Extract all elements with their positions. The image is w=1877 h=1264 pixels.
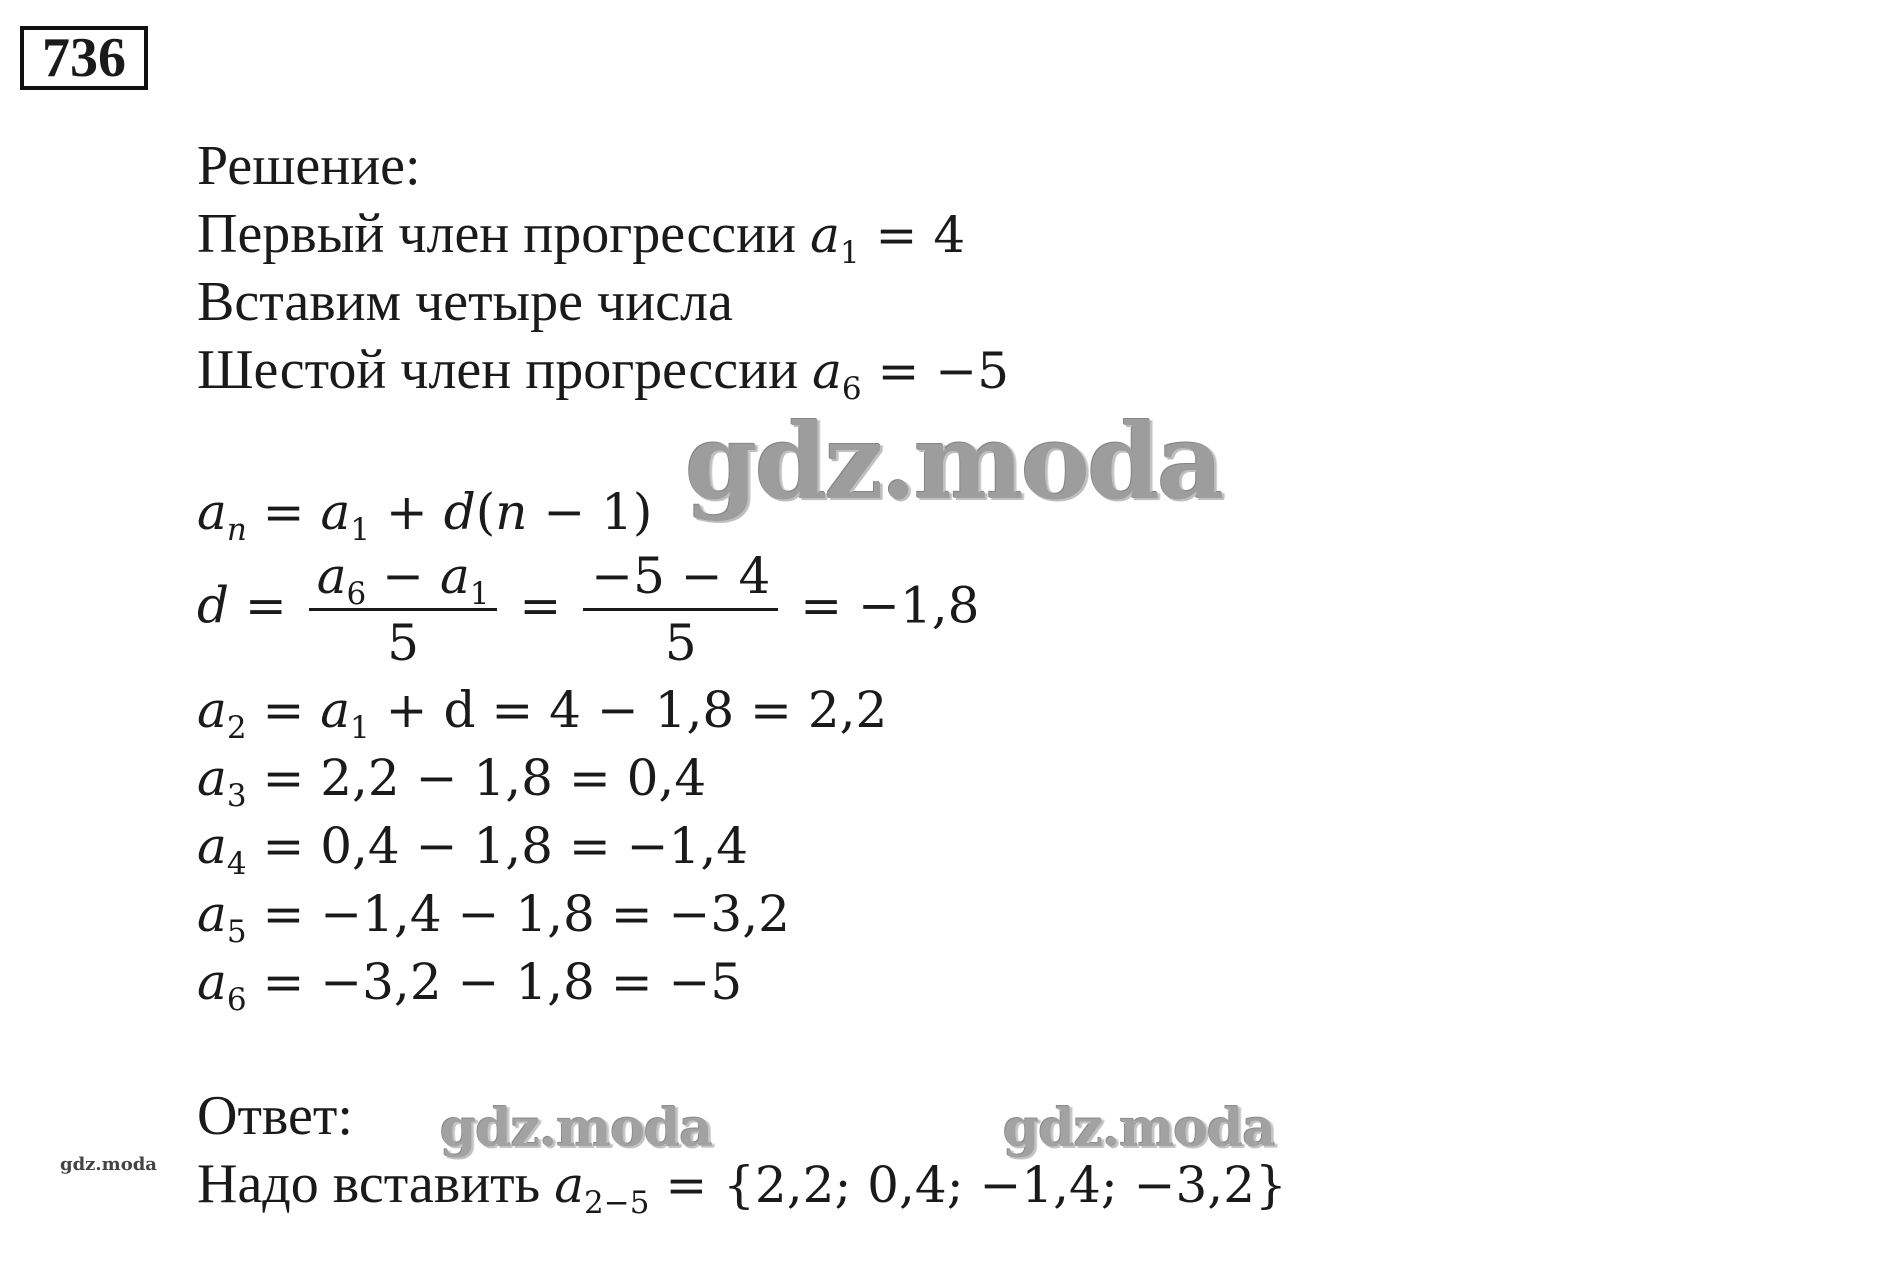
sixth-term-var: a	[812, 342, 842, 400]
first-term-text: Первый член прогрессии	[197, 203, 811, 265]
term-var: a	[197, 953, 227, 1011]
d-calculation	[197, 544, 979, 675]
first-term-line	[197, 202, 966, 271]
d-eq2: =	[503, 576, 578, 635]
answer-text: Надо вставить	[197, 1153, 555, 1215]
num-minus: −	[366, 547, 440, 605]
num-a6-sub: 6	[346, 575, 367, 612]
general-formula	[197, 480, 653, 548]
sixth-term-eq: = −5	[861, 342, 1010, 400]
formula-paren-rest: − 1)	[527, 483, 653, 541]
term-sub: 6	[226, 981, 247, 1018]
term-sub: 2	[226, 709, 247, 746]
first-term-var: a	[810, 206, 840, 264]
watermark-answer-left: gdz.moda	[440, 1098, 713, 1159]
term-a2	[197, 678, 888, 746]
term-expr: = 2,2 − 1,8 = 0,4	[246, 749, 707, 807]
formula-a1-var: a	[320, 483, 351, 541]
formula-eq: =	[246, 483, 321, 541]
term-var: a	[197, 681, 227, 739]
term-eq: =	[246, 681, 321, 739]
answer-line	[197, 1152, 1287, 1221]
term-expr: = −3,2 − 1,8 = −5	[246, 953, 743, 1011]
formula-paren-open: (	[475, 483, 496, 541]
formula-lhs-var: a	[197, 483, 227, 541]
watermark-small: gdz.moda	[60, 1154, 157, 1175]
sixth-term-line	[197, 338, 1010, 407]
sixth-term-text: Шестой член прогрессии	[197, 339, 813, 401]
fraction-numeric	[583, 544, 778, 675]
fraction-symbolic-numerator	[309, 544, 498, 612]
solution-label: Решение:	[197, 135, 421, 197]
formula-d: d	[443, 483, 476, 541]
problem-number: 736	[20, 26, 148, 90]
sixth-term-sub: 6	[841, 370, 862, 407]
term-expr: = 0,4 − 1,8 = −1,4	[246, 817, 749, 875]
formula-a1-sub: 1	[350, 511, 371, 548]
formula-n: n	[495, 483, 528, 541]
answer-var: a	[554, 1156, 585, 1214]
first-term-sub: 1	[839, 234, 860, 271]
term-sub: 3	[226, 777, 247, 814]
term-a5	[197, 882, 790, 950]
term-var: a	[197, 817, 227, 875]
answer-value: = {2,2; 0,4; −1,4; −3,2}	[649, 1156, 1287, 1214]
num-a6-var: a	[316, 547, 347, 605]
d-eq: =	[229, 576, 303, 635]
term-a6	[197, 950, 743, 1018]
watermark-main: gdz.moda	[685, 400, 1222, 523]
watermark-answer-right: gdz.moda	[1003, 1098, 1276, 1159]
d-result: = −1,8	[784, 576, 980, 635]
term-a3	[197, 746, 707, 814]
first-term-eq: = 4	[859, 206, 966, 264]
term-a4	[197, 814, 749, 882]
term-sub: 4	[226, 845, 247, 882]
num-a1-sub: 1	[469, 575, 490, 612]
formula-lhs-sub: n	[226, 511, 247, 548]
fraction-symbolic	[309, 544, 498, 675]
insert-line: Вставим четыре числа	[197, 271, 733, 333]
term-a1-var: a	[320, 681, 351, 739]
answer-label: Ответ:	[197, 1085, 353, 1147]
term-var: a	[197, 749, 227, 807]
fraction-numeric-denominator: 5	[583, 608, 778, 675]
term-sub: 5	[226, 913, 247, 950]
term-var: a	[197, 885, 227, 943]
term-a1-sub: 1	[350, 709, 370, 746]
term-tail: + d = 4 − 1,8 = 2,2	[369, 681, 888, 739]
fraction-numeric-numerator: −5 − 4	[591, 547, 771, 605]
d-var: d	[197, 576, 230, 635]
formula-plus: +	[370, 483, 444, 541]
term-expr: = −1,4 − 1,8 = −3,2	[246, 885, 790, 943]
num-a1-var: a	[439, 547, 470, 605]
answer-sub: 2−5	[584, 1184, 650, 1221]
fraction-symbolic-denominator: 5	[309, 608, 498, 675]
